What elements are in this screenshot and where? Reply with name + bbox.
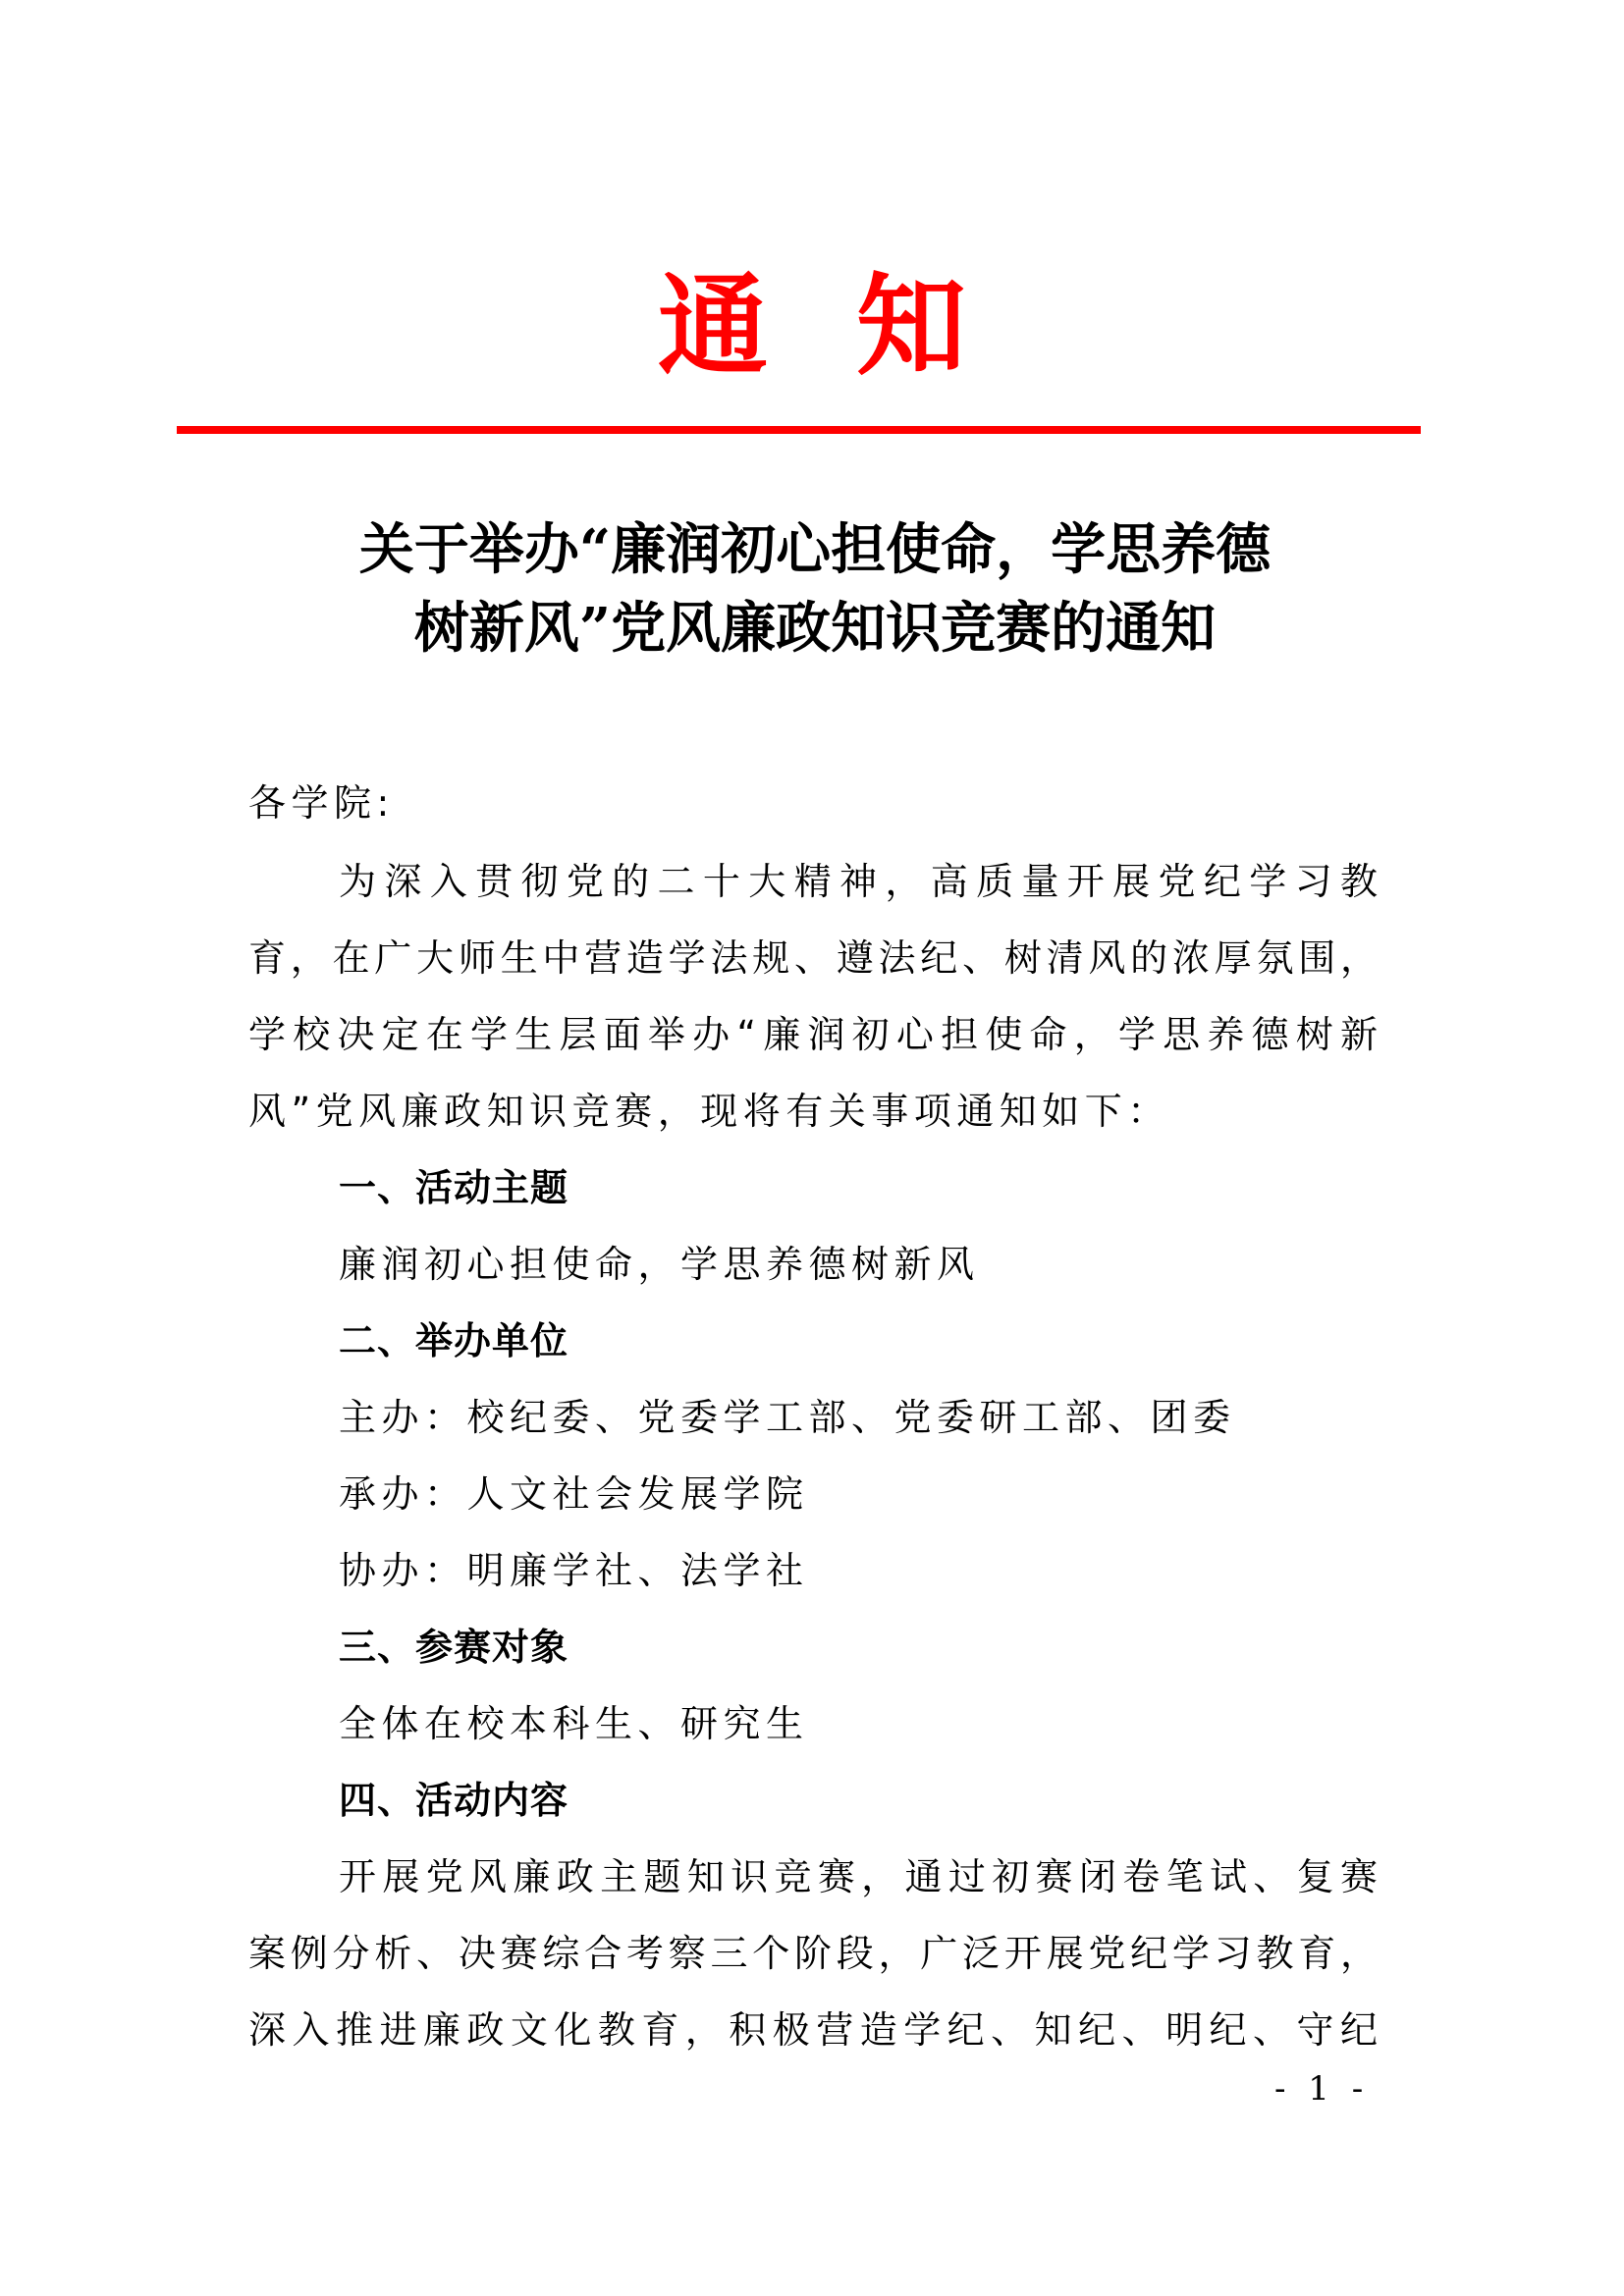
section-2-line-2: 承办：人文社会发展学院 <box>339 1472 809 1516</box>
section-heading-4: 四、活动内容 <box>339 1779 569 1822</box>
section-heading-1: 一、活动主题 <box>339 1166 569 1209</box>
section-1-line-1: 廉润初心担使命，学思养德树新风 <box>339 1243 980 1286</box>
red-divider-rule <box>177 426 1421 434</box>
page-number: - 1 - <box>1274 2069 1370 2109</box>
intro-line-2: 育，在广大师生中营造学法规、遵法纪、树清风的浓厚氛围， <box>248 936 1378 980</box>
salutation: 各学院: <box>248 781 395 825</box>
notice-title-line-1: 关于举办“廉润初心担使命，学思养德 <box>358 517 1272 582</box>
section-heading-3: 三、参赛对象 <box>339 1626 569 1669</box>
section-2-line-1: 主办：校纪委、党委学工部、党委研工部、团委 <box>339 1396 1236 1439</box>
section-4-line-2: 案例分析、决赛综合考察三个阶段，广泛开展党纪学习教育， <box>248 1932 1378 1975</box>
section-2-line-3: 协办：明廉学社、法学社 <box>339 1549 809 1592</box>
intro-line-3: 学校决定在学生层面举办“廉润初心担使命，学思养德树新 <box>248 1013 1378 1056</box>
notice-title-line-2: 树新风”党风廉政知识竞赛的通知 <box>413 596 1217 661</box>
section-4-line-1: 开展党风廉政主题知识竞赛，通过初赛闭卷笔试、复赛 <box>339 1855 1378 1898</box>
intro-line-4: 风”党风廉政知识竞赛，现将有关事项通知如下： <box>248 1090 1170 1133</box>
section-4-line-3: 深入推进廉政文化教育，积极营造学纪、知纪、明纪、守纪 <box>248 2008 1378 2052</box>
notice-title <box>236 510 1394 667</box>
intro-line-1: 为深入贯彻党的二十大精神，高质量开展党纪学习教 <box>339 860 1378 903</box>
section-heading-2: 二、举办单位 <box>339 1319 569 1362</box>
masthead-title: 通知 <box>658 263 1055 391</box>
section-3-line-1: 全体在校本科生、研究生 <box>339 1702 809 1745</box>
